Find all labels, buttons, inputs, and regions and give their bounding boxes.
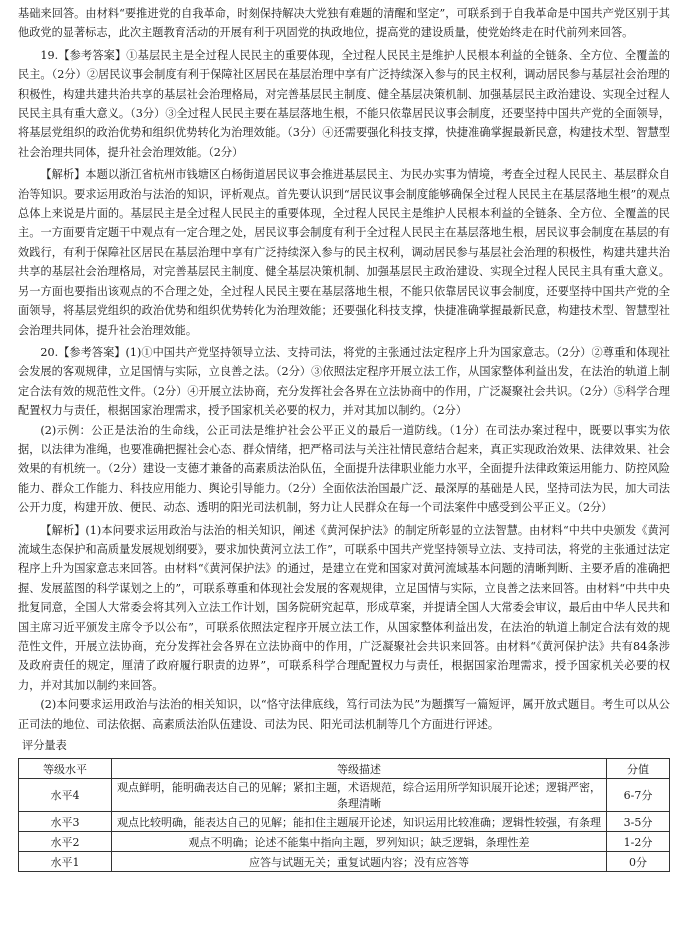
analysis-20-part2: (2)本问要求运用政治与法治的相关知识，以“恪守法律底线，笃行司法为民”为题撰写一篇短评，属开放式题目。考生可以从公正司法的地位、司法依据、高素质法治队伍建设、司法为民、阳光司法机制等几个方面进行评述。 [18, 698, 670, 731]
analysis-19: 【解析】本题以浙江省杭州市钱塘区白杨街道居民议事会推进基层民主、为民办实事为情境，考查全过程人民民主、基层群众自治等知识。要求运用政治与法治的知识，评析观点。首先要认识到“居民议事会制度能够确保全过程人民民主在基层落地生根”的观点总体上来说是片面的。基层民主是全过程人民民主的重要体现，全过程人民民主是维护人民根本利益的全链条、全方位、全覆盖的民主。一方面要肯定题干中观点有一定合理之处，居民议事会制度有利于全过程人民民主在基层落地生根，居民议事会制度在基层的有效践行，有利于保障社区居民在基层治理中享有广泛持续深入参与的民主权利，调动居民参与基层社会治理的积极性，构建共建共治共享的基层社会治理格局，对完善基层民主制度、健全基层决策机制、加强基层民主政治建设、实现全过程人民民主具有重大意义。另一方面也要指出该观点的不合理之处，全过程人民民主要在基层落地生根，不能只依靠居民议事会制度，还要坚持中国共产党的全面领导，将基层党组织的政治优势和组织优势转化为治理效能；还要强化科技支撑，快捷准确掌握最新民意，构建技术型、智慧型社会治理共同体，提升社会治理效能。 [18, 168, 670, 337]
rubric-table [18, 758, 670, 872]
description-cell: 观点不明确；论述不能集中指向主题，罗列知识；缺乏逻辑，条理性差 [112, 832, 607, 852]
rubric-label: 评分量表 [22, 739, 67, 753]
score-cell: 3-5分 [607, 812, 670, 832]
header-description: 等级描述 [112, 759, 607, 779]
score-cell: 0分 [607, 852, 670, 872]
description-cell: 观点鲜明，能明确表达自己的见解；紧扣主题，术语规范，综合运用所学知识展开论述；逻辑严密，条理清晰 [112, 779, 607, 812]
score-cell: 6-7分 [607, 779, 670, 812]
level-cell: 水平3 [19, 812, 112, 832]
document-page [18, 4, 670, 872]
table-row [19, 852, 670, 872]
rubric-header-row [19, 759, 670, 779]
answer-20-part1: 20.【参考答案】(1)①中国共产党坚持领导立法、支持司法，将党的主张通过法定程序上升为国家意志。（2分）②尊重和体现社会发展的客观规律，立足国情与实际，立良善之法。（2分）③依照法定程序开展立法工作，从国家整体利益出发，在法治的轨道上制定合法有效的规范性文件。（2分）④开展立法协商，充分发挥社会各界在立法协商中的作用，广泛凝聚社会共识。（2分）⑤科学合理配置权力与责任，根据国家治理需求，授予国家机关必要的权力，并对其加以制约。（2分） [18, 345, 670, 418]
header-level: 等级水平 [19, 759, 112, 779]
analysis-20-part1: 【解析】(1)本问要求运用政治与法治的相关知识，阐述《黄河保护法》的制定所彰显的立法智慧。由材料“中共中央颁发《黄河流域生态保护和高质量发展规划纲要》，要求加快黄河立法工作”，可联系中国共产党坚持领导立法、支持司法，将党的主张通过法定程序上升为国家意志来回答。由材料“《黄河保护法》的通过，是建立在党和国家对黄河流域基本问题的清晰判断、主要矛盾的准确把握、发展蓝图的科学谋划之上的”，可联系尊重和体现社会发展的客观规律，立足国情与实际，立良善之法来回答。由材料“中共中央批复同意，全国人大常委会将其列入立法工作计划，国务院研究起草，形成草案，并提请全国人大常委会审议，最后由中华人民共和国主席习近平颁发主席令予以公布”，可联系依照法定程序开展立法工作，从国家整体利益出发，在法治的轨道上制定合法有效的规范性文件，开展立法协商，充分发挥社会各界在立法协商中的作用，广泛凝聚社会共识来回答。由材料“《黄河保护法》共有84条涉及政府责任的规定，厘清了政府履行职责的边界”，可联系科学合理配置权力与责任，根据国家治理需求，授予国家机关必要的权力，并对其加以制约来回答。 [18, 523, 670, 692]
table-row [19, 779, 670, 812]
description-cell: 应答与试题无关；重复试题内容；没有应答等 [112, 852, 607, 872]
level-cell: 水平4 [19, 779, 112, 812]
table-row [19, 812, 670, 832]
paragraph-continuation: 基础来回答。由材料“要推进党的自我革命，时刻保持解决大党独有难题的清醒和坚定”，可联系到于自我革命是中国共产党区别于其他政党的显著标志，此次主题教育活动的开展有利于巩固党的执政地位，提高党的建设质量，使党始终走在时代前列来回答。 [18, 7, 670, 40]
level-cell: 水平2 [19, 832, 112, 852]
answer-19: 19.【参考答案】①基层民主是全过程人民民主的重要体现，全过程人民民主是维护人民根本利益的全链条、全方位、全覆盖的民主。（2分）②居民议事会制度有利于保障社区居民在基层治理中享有广泛持续深入参与的民主权利，调动居民参与基层社会治理的积极性，构建共建共治共享的基层社会治理格局，对完善基层民主制度、健全基层决策机制、加强基层民主政治建设、实现全过程人民民主具有重大意义。（3分）③全过程人民民主要在基层落地生根，不能只依靠居民议事会制度，还要坚持中国共产党的全面领导，将基层党组织的政治优势和组织优势转化为治理效能。（3分）④还需要强化科技支撑，快捷准确掌握最新民意，构建技术型、智慧型社会治理共同体，提升社会治理效能。（2分） [18, 48, 670, 159]
table-row [19, 832, 670, 852]
description-cell: 观点比较明确，能表达自己的见解；能扣住主题展开论述，知识运用比较准确；逻辑性较强，有条理 [112, 812, 607, 832]
answer-20-part2: (2)示例：公正是法治的生命线，公正司法是维护社会公平正义的最后一道防线。（1分）在司法办案过程中，既要以事实为依据，以法律为准绳，也要准确把握社会心态、群众情绪，把严格司法与关注社情民意结合起来，真正实现政治效果、法律效果、社会效果的有机统一。（2分）建设一支德才兼备的高素质法治队伍，全面提升法律职业能力水平，全面提升法律政策运用能力、防控风险能力、群众工作能力、科技应用能力、舆论引导能力。（2分）全面依法治国最广泛、最深厚的基础是人民，坚持司法为民，加大司法公开力度，构建开放、便民、动态、透明的阳光司法机制，努力让人民群众在每一个司法案件中感受到公平正义。（2分） [18, 423, 670, 515]
header-score: 分值 [607, 759, 670, 779]
level-cell: 水平1 [19, 852, 112, 872]
score-cell: 1-2分 [607, 832, 670, 852]
